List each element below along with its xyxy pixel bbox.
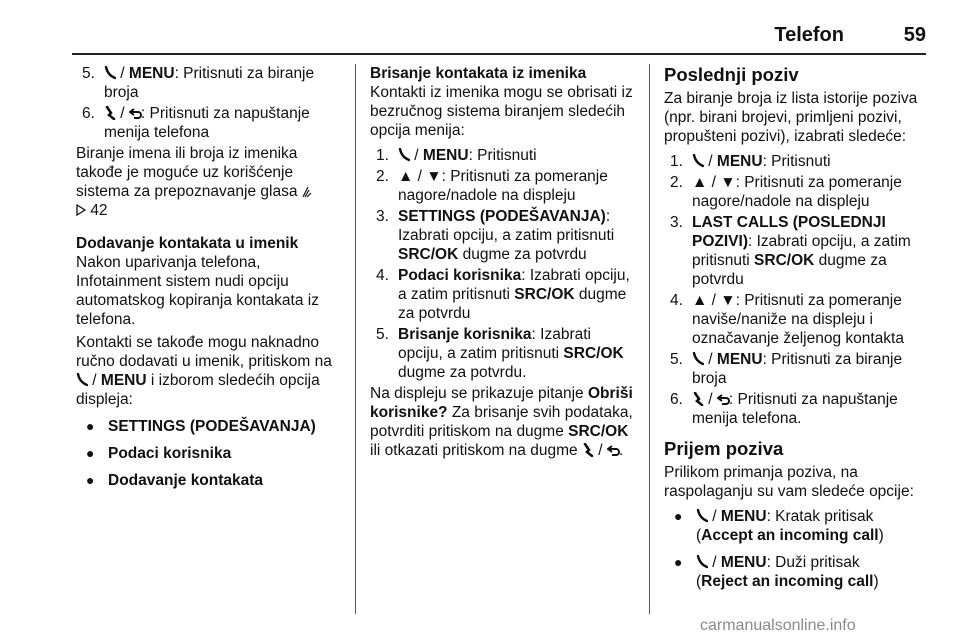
column-2 xyxy=(370,64,640,460)
column-divider-2 xyxy=(649,64,650,614)
page-title: Telefon xyxy=(774,24,844,46)
list-item: ● Podaci korisnika xyxy=(86,445,232,462)
back-icon xyxy=(129,106,141,120)
hangup-icon xyxy=(104,106,116,120)
phone-icon xyxy=(76,373,88,387)
page-header xyxy=(72,26,926,53)
list-item: ● / MENU: Kratak pritisak (Accept an incoming call) xyxy=(674,508,884,544)
list-item: 5. / MENU: Pritisnuti za biranje broja xyxy=(670,351,903,387)
paragraph: Kontakti se takođe mogu naknadno ručno dodavati u imenik, pritiskom na / MENU i izborom sledećih opcija displeja: xyxy=(76,334,332,408)
paragraph: Biranje imena ili broja iz imenika takođe je moguće uz korišćenje sistema za prepoznavanje glasa 42 xyxy=(76,144,346,220)
hangup-icon xyxy=(582,443,594,457)
page-ref-icon xyxy=(76,202,86,219)
column-1 xyxy=(76,64,346,498)
list-item: 3. SETTINGS (PODEŠAVANJA): Izabrati opciju, a zatim pritisnuti SRC/OK dugme za potvrdu xyxy=(376,208,615,263)
list-item: 4. ▲ / ▼: Pritisnuti za pomeranje naviše/naniže na displeju i označavanje željenog kontakta xyxy=(670,292,904,347)
paragraph: Za biranje broja iz lista istorije poziva (npr. birani brojevi, primljeni pozivi, propušteni pozivi), izabrati sledeće: xyxy=(664,90,918,145)
watermark: carmanualsonline.info xyxy=(700,617,856,634)
list-item: ● SETTINGS (PODEŠAVANJA) xyxy=(86,418,316,435)
list-item: 5. / MENU: Pritisnuti za biranje broja xyxy=(82,65,315,101)
section-heading: Brisanje kontakata iz imenika xyxy=(370,65,587,82)
section-heading: Dodavanje kontakata u imenik xyxy=(76,235,299,252)
phone-icon xyxy=(398,148,410,162)
list-item: 1. / MENU: Pritisnuti xyxy=(376,147,537,164)
paragraph: Kontakti iz imenika mogu se obrisati iz bezručnog sistema biranjem sledećih opcija menija: xyxy=(370,84,633,139)
back-icon xyxy=(717,392,729,406)
list-item: ● / MENU: Duži pritisak (Reject an incoming call) xyxy=(674,554,879,590)
phone-icon xyxy=(692,154,704,168)
column-divider-1 xyxy=(355,64,356,614)
phone-icon xyxy=(696,509,708,523)
phone-icon xyxy=(104,66,116,80)
list-item: 4. Podaci korisnika: Izabrati opciju, a zatim pritisnuti SRC/OK dugme za potvrdu xyxy=(376,267,630,322)
list-item: 5. Brisanje korisnika: Izabrati opciju, a zatim pritisnuti SRC/OK dugme za potvrdu. xyxy=(376,326,624,381)
header-rule xyxy=(72,53,926,55)
list-item: 6. / : Pritisnuti za napuštanje menija telefona. xyxy=(670,391,898,427)
hangup-icon xyxy=(692,392,704,406)
page-number: 59 xyxy=(903,24,926,46)
back-icon xyxy=(607,443,619,457)
list-item: 2. ▲ / ▼: Pritisnuti za pomeranje nagore/nadole na displeju xyxy=(376,168,608,204)
list-item: ● Dodavanje kontakata xyxy=(86,472,264,489)
list-item: 6. / : Pritisnuti za napuštanje menija telefona xyxy=(82,105,310,141)
phone-icon xyxy=(696,555,708,569)
voice-icon xyxy=(302,183,312,200)
section-heading: Poslednji poziv xyxy=(664,64,799,85)
list-item: 1. / MENU: Pritisnuti xyxy=(670,153,831,170)
list-item: 2. ▲ / ▼: Pritisnuti za pomeranje nagore/nadole na displeju xyxy=(670,174,902,210)
list-item: 3. LAST CALLS (POSLEDNJI POZIVI): Izabrati opciju, a zatim pritisnuti SRC/OK dugme za potvrdu xyxy=(670,214,911,288)
paragraph: Nakon uparivanja telefona, Infotainment sistem nudi opciju automatskog kopiranja kontakata iz telefona. xyxy=(76,254,319,328)
phone-icon xyxy=(692,352,704,366)
paragraph: Na displeju se prikazuje pitanje Obriši korisnike? Za brisanje svih podataka, potvrditi pritiskom na dugme SRC/OK ili otkazati pritiskom na dugme / . xyxy=(370,385,633,459)
paragraph: Prilikom primanja poziva, na raspolaganju su vam sledeće opcije: xyxy=(664,464,914,500)
column-3 xyxy=(664,64,934,599)
section-heading: Prijem poziva xyxy=(664,438,784,459)
